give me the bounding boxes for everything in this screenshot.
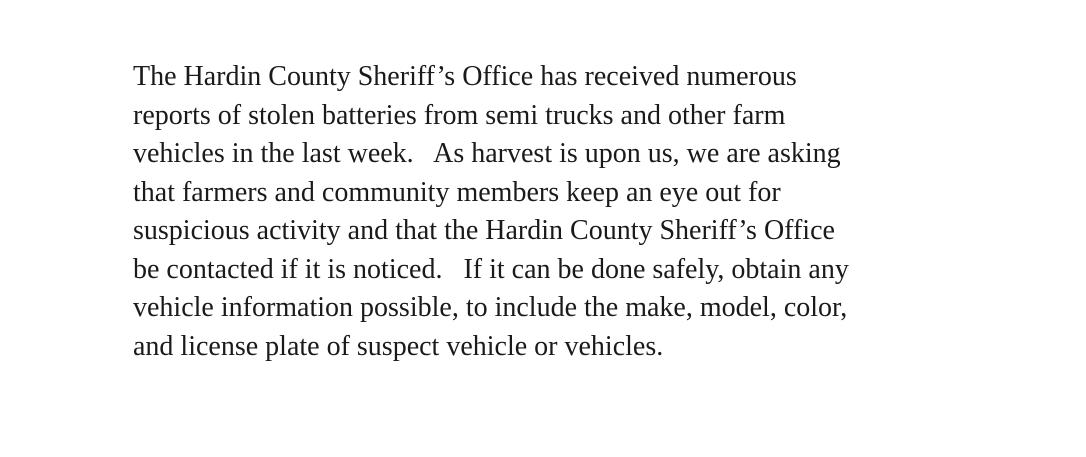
- notice-line-7: vehicle information possible, to include the make, model, color,: [133, 292, 848, 323]
- notice-line-5: suspicious activity and that the Hardin County Sheriff’s Office: [133, 215, 835, 246]
- notice-line-8: and license plate of suspect vehicle or vehicles.: [133, 330, 664, 362]
- notice-line-1: The Hardin County Sheriff’s Office has received numerous: [133, 61, 797, 92]
- notice-line-3: vehicles in the last week. As harvest is upon us, we are asking: [133, 138, 841, 169]
- notice-paragraph: [133, 58, 1033, 366]
- notice-line-6: be contacted if it is noticed. If it can be done safely, obtain any: [133, 253, 849, 285]
- notice-line-2: reports of stolen batteries from semi trucks and other farm: [133, 99, 786, 131]
- notice-line-4: that farmers and community members keep an eye out for: [133, 176, 781, 208]
